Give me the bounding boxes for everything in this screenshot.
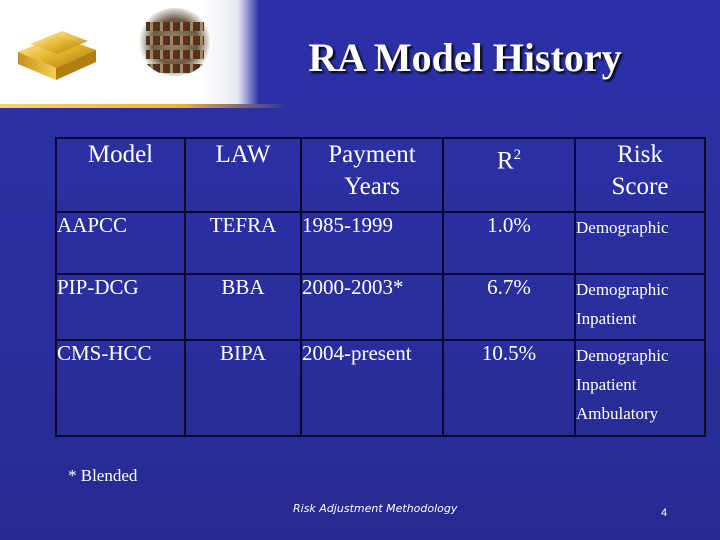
cell-law: BIPA <box>185 340 301 436</box>
header-risk-score: Risk Score <box>575 138 705 212</box>
header-accent-line <box>0 104 720 108</box>
cell-law: TEFRA <box>185 212 301 274</box>
cell-model: CMS-HCC <box>56 340 185 436</box>
cell-risk-score: Demographic Inpatient Ambulatory <box>575 340 705 436</box>
cell-law: BBA <box>185 274 301 340</box>
footer-text: Risk Adjustment Methodology <box>293 502 458 515</box>
model-history-table <box>55 137 706 437</box>
gold-bars-icon <box>10 22 105 87</box>
cell-r2: 1.0% <box>443 212 575 274</box>
cell-years: 1985-1999 <box>301 212 443 274</box>
header-payment-years: Payment Years <box>301 138 443 212</box>
cell-risk-score: Demographic Inpatient <box>575 274 705 340</box>
cell-years: 2000-2003* <box>301 274 443 340</box>
cell-r2: 10.5% <box>443 340 575 436</box>
cell-risk-score: Demographic <box>575 212 705 274</box>
table-header-row <box>56 138 705 212</box>
header-law: LAW <box>185 138 301 212</box>
cell-r2: 6.7% <box>443 274 575 340</box>
table-row <box>56 212 705 274</box>
table-row <box>56 340 705 436</box>
cell-years: 2004-present <box>301 340 443 436</box>
bookshelf-photo-icon <box>138 8 212 76</box>
header-model: Model <box>56 138 185 212</box>
header-r-squared: $R^2$ <box>443 138 575 212</box>
slide-title: RA Model History <box>308 35 622 80</box>
page-number: 4 <box>661 507 668 519</box>
cell-model: AAPCC <box>56 212 185 274</box>
footnote: * Blended <box>68 466 138 485</box>
cell-model: PIP-DCG <box>56 274 185 340</box>
table-row <box>56 274 705 340</box>
